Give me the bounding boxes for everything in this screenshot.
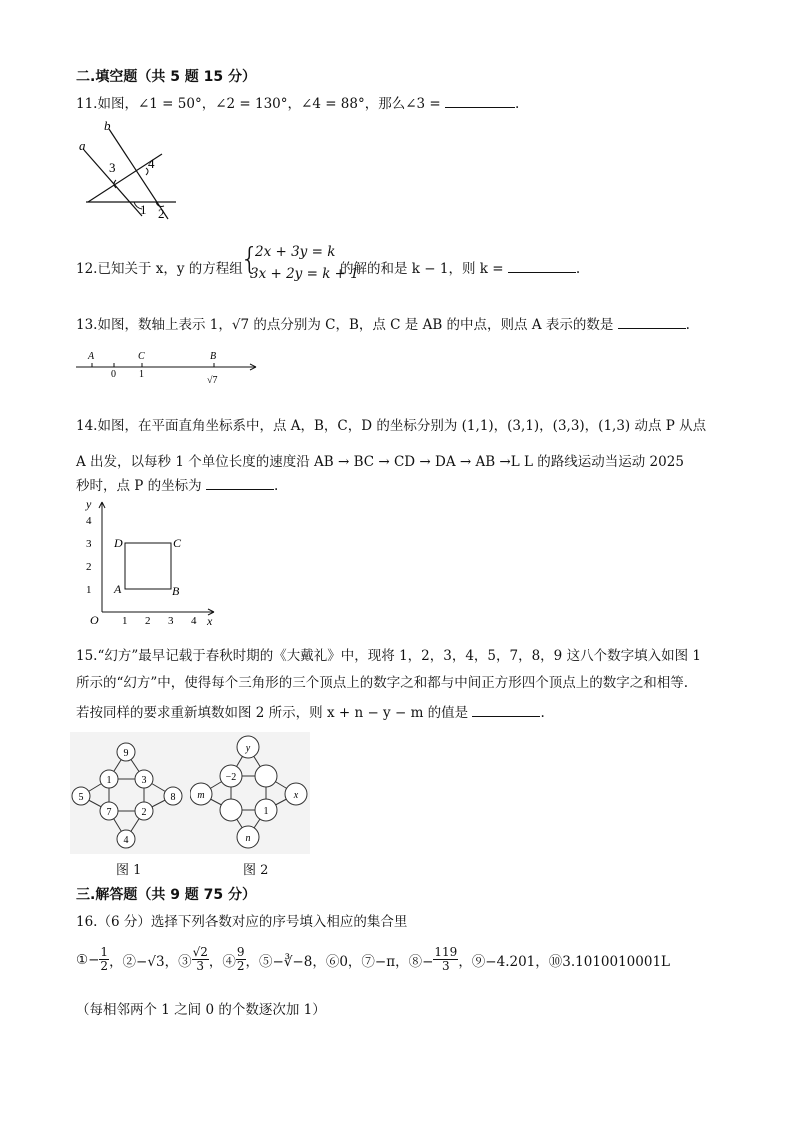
q14-line-1: 14.如图，在平面直角坐标系中，点 A，B，C，D 的坐标分别为 (1,1)，(3,1)，(3,3)，(1,3) 动点 P 从点 <box>76 418 707 434</box>
q16-item-8-num: 119 <box>434 945 458 959</box>
q11-stem: 11.如图，∠1 = 50°，∠2 = 130°，∠4 = 88°，那么∠3 = <box>76 96 441 112</box>
q14-line-2: A 出发，以每秒 1 个单位长度的速度沿 AB → BC → CD → DA → AB →L L 的路线运动当运动 2025 <box>76 454 684 470</box>
q15-line-1: 15.“幻方”最早记载于春秋时期的《大戴礼》中，现将 1，2，3，4，5，7，8，9 这八个数字填入如图 1 <box>76 648 701 664</box>
q15-answer-blank[interactable] <box>472 702 540 717</box>
q13-label-C: C <box>138 351 145 362</box>
q12-suffix-line: 的解的和是 k − 1，则 k = . <box>340 257 580 277</box>
q12-answer-blank[interactable] <box>508 258 576 273</box>
q14-answer-blank[interactable] <box>206 475 274 490</box>
q12-equation-1: 2x + 3y = k <box>255 244 336 260</box>
q14-line-3-wrap: 秒时，点 P 的坐标为 . <box>76 474 278 494</box>
q14-y-label: y <box>86 497 92 511</box>
q14-y-tick-4: 4 <box>86 515 92 527</box>
q13-label-sqrt7: √7 <box>207 375 218 386</box>
q16-item-8-den: 3 <box>442 959 450 973</box>
section-fill-blank-header: 二.填空题（共 5 题 15 分） <box>76 69 257 85</box>
q14-point-D: D <box>114 536 123 550</box>
q14-x-label: x <box>207 614 213 628</box>
q13-answer-blank[interactable] <box>618 314 686 329</box>
q12-suffix: 的解的和是 k − 1，则 k = <box>340 261 504 277</box>
section-solve-header: 三.解答题（共 9 题 75 分） <box>76 887 257 903</box>
fig2-node-bl <box>220 799 242 821</box>
q14-line-3: 秒时，点 P 的坐标为 <box>76 478 202 494</box>
q16-item-1-num: 1 <box>100 945 109 959</box>
q15-line-2: 所示的“幻方”中，使得每个三角形的三个顶点上的数字之和都与中间正方形四个顶点上的数字之和相等. <box>76 675 689 691</box>
q14-origin-label: O <box>90 613 99 627</box>
q14-square-ABCD <box>125 543 171 589</box>
q14-x-tick-1: 1 <box>122 615 128 627</box>
fig2-node-tr <box>255 765 277 787</box>
q13-label-A: A <box>88 351 95 362</box>
q11-label-2: 2 <box>158 206 165 221</box>
q15-line-3-wrap: 若按同样的要求重新填数如图 2 所示，则 x + n − y − m 的值是 . <box>76 701 545 721</box>
q16-item-2: ，②−√3，③ <box>109 953 192 970</box>
q16-item-4-mark: ，④ <box>208 953 236 970</box>
fig1-value-tl: 1 <box>106 775 112 786</box>
q16-item-1-mark: ①− <box>76 951 100 968</box>
q16-item-3-fraction <box>192 946 209 973</box>
fig1-value-br: 2 <box>141 807 147 818</box>
q15-line-3: 若按同样的要求重新填数如图 2 所示，则 x + n − y − m 的值是 <box>76 705 469 721</box>
q16-text: 16.（6 分）选择下列各数对应的序号填入相应的集合里 <box>76 914 408 930</box>
q14-point-C: C <box>173 536 182 550</box>
fig1-value-left: 5 <box>78 792 84 803</box>
question-11-text: 11.如图，∠1 = 50°，∠2 = 130°，∠4 = 88°，那么∠3 = . <box>76 92 519 112</box>
q16-items-line <box>76 946 670 973</box>
q16-item-8-fraction <box>433 946 458 973</box>
q16-item-1-den: 2 <box>100 959 109 973</box>
q14-y-tick-3: 3 <box>86 538 92 550</box>
q13-number-line <box>76 345 266 390</box>
fig1-value-right: 8 <box>170 792 176 803</box>
q13-text-line: 13.如图，数轴上表示 1，√7 的点分别为 C，B，点 C 是 AB 的中点，则点 A 表示的数是 . <box>76 313 690 333</box>
fig2-value-left: m <box>197 790 205 801</box>
q14-coordinate-graph <box>82 496 222 628</box>
fig1-caption: 图 1 <box>116 863 142 878</box>
fig1-value-bl: 7 <box>106 807 112 818</box>
q12-brace: { <box>240 242 260 277</box>
fig2-value-bottom: n <box>245 833 251 844</box>
fig2-value-tl: −2 <box>225 772 237 783</box>
fig1-value-bottom: 4 <box>123 835 129 846</box>
q16-item-1-fraction <box>99 946 109 973</box>
q16-item-3-num: √2 <box>192 945 208 959</box>
q12-equation-2: 3x + 2y = k + 1 <box>250 266 359 282</box>
q16-item-4-num: 9 <box>236 945 245 959</box>
fig2-value-right: x <box>293 790 299 801</box>
q11-label-a: a <box>79 138 86 153</box>
q15-figure-1 <box>70 732 190 854</box>
q14-point-A: A <box>114 582 122 596</box>
fig2-caption: 图 2 <box>243 863 269 878</box>
q14-x-tick-2: 2 <box>145 615 151 627</box>
q11-label-b: b <box>104 118 111 133</box>
q11-label-3: 3 <box>109 160 116 175</box>
q13-label-1: 1 <box>139 369 144 380</box>
fig1-value-tr: 3 <box>141 775 147 786</box>
q14-y-tick-2: 2 <box>86 561 92 573</box>
q15-figure-2 <box>190 732 310 854</box>
q13-stem: 13.如图，数轴上表示 1，√7 的点分别为 C，B，点 C 是 AB 的中点，则点 A 表示的数是 <box>76 317 614 333</box>
q11-figure <box>76 116 186 226</box>
q12-prefix: 12.已知关于 x，y 的方程组 <box>76 261 243 277</box>
q16-item-4-fraction <box>236 946 246 973</box>
q16-item-3-den: 3 <box>196 959 205 973</box>
q13-label-B: B <box>210 351 217 362</box>
q11-label-1: 1 <box>140 202 147 217</box>
q16-item-9-10: ，⑨−4.201，⑩3.1010010001L <box>458 953 671 970</box>
q13-label-0: 0 <box>111 369 116 380</box>
q16-item-5-8: ，⑤−∛−8，⑥0，⑦−π，⑧− <box>245 953 434 970</box>
q14-point-B: B <box>172 584 180 598</box>
q14-y-tick-1: 1 <box>86 584 92 596</box>
q16-item-4-den: 2 <box>236 959 245 973</box>
q11-answer-blank[interactable] <box>445 93 515 108</box>
q14-x-tick-4: 4 <box>191 615 197 627</box>
fig2-value-br: 1 <box>263 806 269 817</box>
q14-x-tick-3: 3 <box>168 615 174 627</box>
fig1-value-top: 9 <box>123 748 129 759</box>
fig2-value-top: y <box>245 743 251 754</box>
q11-label-4: 4 <box>148 156 155 171</box>
q16-note: （每相邻两个 1 之间 0 的个数逐次加 1） <box>76 1002 326 1018</box>
